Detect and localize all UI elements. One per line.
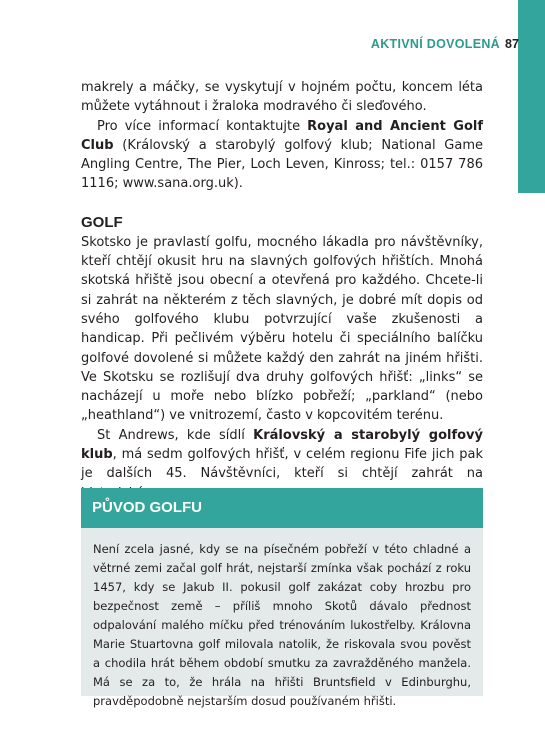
section-heading-golf: GOLF xyxy=(81,213,123,231)
paragraph-golf-intro: Skotsko je pravlastí golfu, mocného lákadla pro návštěvníky, kteří chtějí okusit hru na slavných golfových hřištích. Mnohá skotská hřiště jsou obecní a otevřená pro každého. Chcete-li si zahrát na některém z těch slavných, je dobré mít dopis od svého golfového klubu potvrzující vaše zkušenosti a handicap. Při pečlivém výběru hotelu či speciálního balíčku golfové dovolené si můžete každý den zahrát na jiném hřišti. Ve Skotsku se rozlišují dva druhy golfových hřišť: „links“ se nacházejí u moře nebo blízko pobřeží; „parkland“ (nebo „heathland“) ve vnitrozemí, často v kopcovitém terénu. xyxy=(81,234,483,424)
contact-intro: Pro více informací kontaktujte xyxy=(97,118,308,134)
box-title: PŮVOD GOLFU xyxy=(81,488,483,528)
st-andrews-intro: St Andrews, kde sídlí xyxy=(97,427,254,443)
running-header-title: AKTIVNÍ DOVOLENÁ xyxy=(370,37,500,51)
sidebar-box-golf-origin xyxy=(81,488,483,708)
contact-details: (Královský a starobylý golfový klub; National Game Angling Centre, The Pier, Loch Leven, Kinross; tel.: 0157 786 1116; www.sana.org.uk). xyxy=(81,137,483,192)
paragraph-contact xyxy=(81,117,483,194)
st-andrews-rest: , má sedm golfových hřišť, v celém regionu Fife jich pak je dalších 45. Návštěvníci, kteří si chtějí zahrát na xyxy=(81,447,483,482)
page-number: 87 xyxy=(505,37,519,51)
chapter-color-tab xyxy=(518,0,545,193)
club-name-bold: Royal and Ancient Golf Club xyxy=(81,118,483,153)
main-text-column xyxy=(81,78,483,503)
paragraph-fishing-end: makrely a máčky, se vyskytují v hojném počtu, koncem léta můžete vytáhnout i žraloka modravého či sleďového. xyxy=(81,80,483,115)
royal-club-bold: Královský a starobylý golfový klub xyxy=(81,427,483,463)
box-text: Není zcela jasné, kdy se na písečném pobřeží v této chladné a větrné zemi začal golf hrát, nejstarší zmínka však pochází z roku 1457, kdy se Jakub II. pokusil golf zakázat coby hrozbu pro bezpečnost země – příliš mnoho Skotů dávalo přednost odpalování malého míčku před trénováním lukostřelby. Královna Marie Stuartovna golf milovala natolik, že riskovala svou pověst a chodila hrát během období smutku za zavražděného manžela. Má se za to, že hrála na hřišti Bruntsfield v Edinburghu, pravděpodobně nejstarším dosud používaném hřišti. xyxy=(93,542,471,708)
